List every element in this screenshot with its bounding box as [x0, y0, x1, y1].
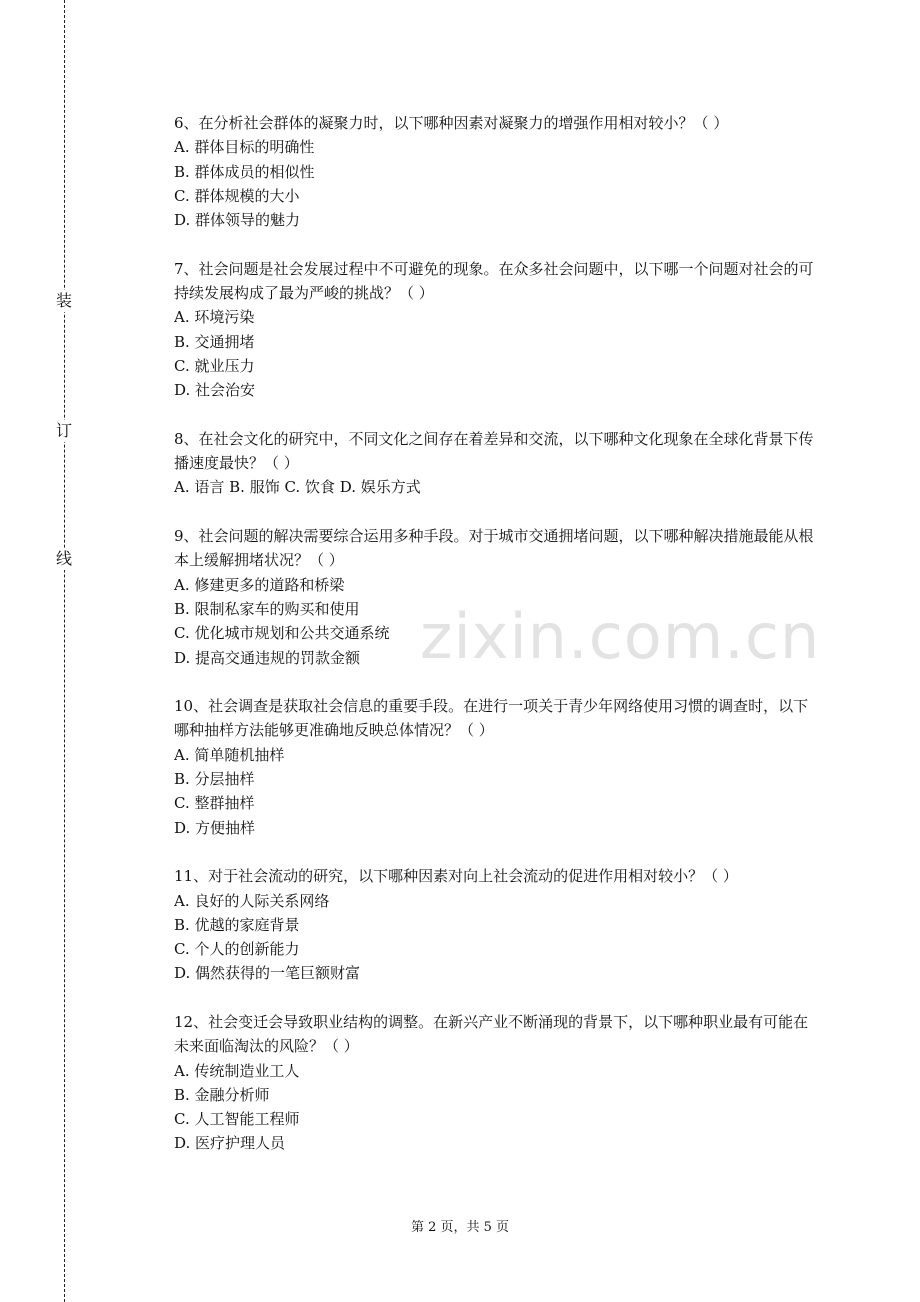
option-d: D. 社会治安	[174, 381, 256, 400]
options-inline: A. 语言 B. 服饰 C. 饮食 D. 娱乐方式	[174, 478, 421, 497]
option-c: C. 群体规模的大小	[174, 186, 300, 205]
question-6	[174, 111, 820, 232]
question-12	[174, 1010, 820, 1156]
binding-char-zhuang: 装	[55, 291, 72, 310]
option-c: C. 整群抽样	[174, 794, 255, 813]
page-footer: 第 2 页，共 5 页	[410, 1220, 510, 1235]
question-stem: 11、对于社会流动的研究，以下哪种因素对向上社会流动的促进作用相对较小？（ ）	[174, 867, 738, 886]
option-d: D. 医疗护理人员	[174, 1134, 286, 1153]
question-stem: 7、社会问题是社会发展过程中不可避免的现象。在众多社会问题中，以下哪一个问题对社会的可持续发展构成了最为严峻的挑战？（ ）	[174, 259, 814, 303]
option-a: A. 良好的人际关系网络	[174, 891, 330, 910]
option-c: C. 个人的创新能力	[174, 940, 300, 959]
binding-dashed-line	[64, 0, 65, 1302]
question-8	[174, 427, 820, 500]
option-d: D. 群体领导的魅力	[174, 211, 301, 230]
option-a: A. 群体目标的明确性	[174, 138, 315, 157]
option-b: B. 优越的家庭背景	[174, 915, 300, 934]
option-b: B. 群体成员的相似性	[174, 162, 315, 181]
question-9	[174, 524, 820, 670]
question-10	[174, 694, 820, 840]
option-c: C. 人工智能工程师	[174, 1110, 300, 1129]
option-c: C. 就业压力	[174, 356, 255, 375]
option-a: A. 修建更多的道路和桥梁	[174, 575, 345, 594]
option-c: C. 优化城市规划和公共交通系统	[174, 624, 390, 643]
question-stem: 8、在社会文化的研究中，不同文化之间存在着差异和交流，以下哪种文化现象在全球化背景下传播速度最快？（ ）	[174, 429, 814, 473]
question-list	[174, 111, 820, 1156]
question-stem: 9、社会问题的解决需要综合运用多种手段。对于城市交通拥堵问题，以下哪种解决措施最能从根本上缓解拥堵状况？（ ）	[174, 527, 814, 570]
option-b: B. 金融分析师	[174, 1085, 270, 1104]
question-7	[174, 257, 820, 403]
watermark: zixin.com.cn	[420, 600, 821, 673]
option-b: B. 分层抽样	[174, 770, 255, 789]
question-stem: 10、社会调查是获取社会信息的重要手段。在进行一项关于青少年网络使用习惯的调查时，以下哪种抽样方法能够更准确地反映总体情况？（ ）	[174, 697, 809, 740]
option-a: A. 简单随机抽样	[174, 745, 285, 764]
option-b: B. 交通拥堵	[174, 332, 255, 351]
option-d: D. 方便抽样	[174, 818, 256, 837]
option-a: A. 环境污染	[174, 308, 255, 327]
question-11	[174, 864, 820, 985]
question-stem: 12、社会变迁会导致职业结构的调整。在新兴产业不断涌现的背景下，以下哪种职业最有可能在未来面临淘汰的风险？（ ）	[174, 1012, 809, 1056]
question-stem: 6、在分析社会群体的凝聚力时，以下哪种因素对凝聚力的增强作用相对较小？（ ）	[174, 114, 729, 132]
option-a: A. 传统制造业工人	[174, 1061, 300, 1080]
option-d: D. 提高交通违规的罚款金额	[174, 648, 361, 667]
binding-char-xian: 线	[55, 549, 72, 568]
binding-char-ding: 订	[55, 421, 72, 440]
option-b: B. 限制私家车的购买和使用	[174, 599, 360, 618]
option-d: D. 偶然获得的一笔巨额财富	[174, 964, 361, 983]
